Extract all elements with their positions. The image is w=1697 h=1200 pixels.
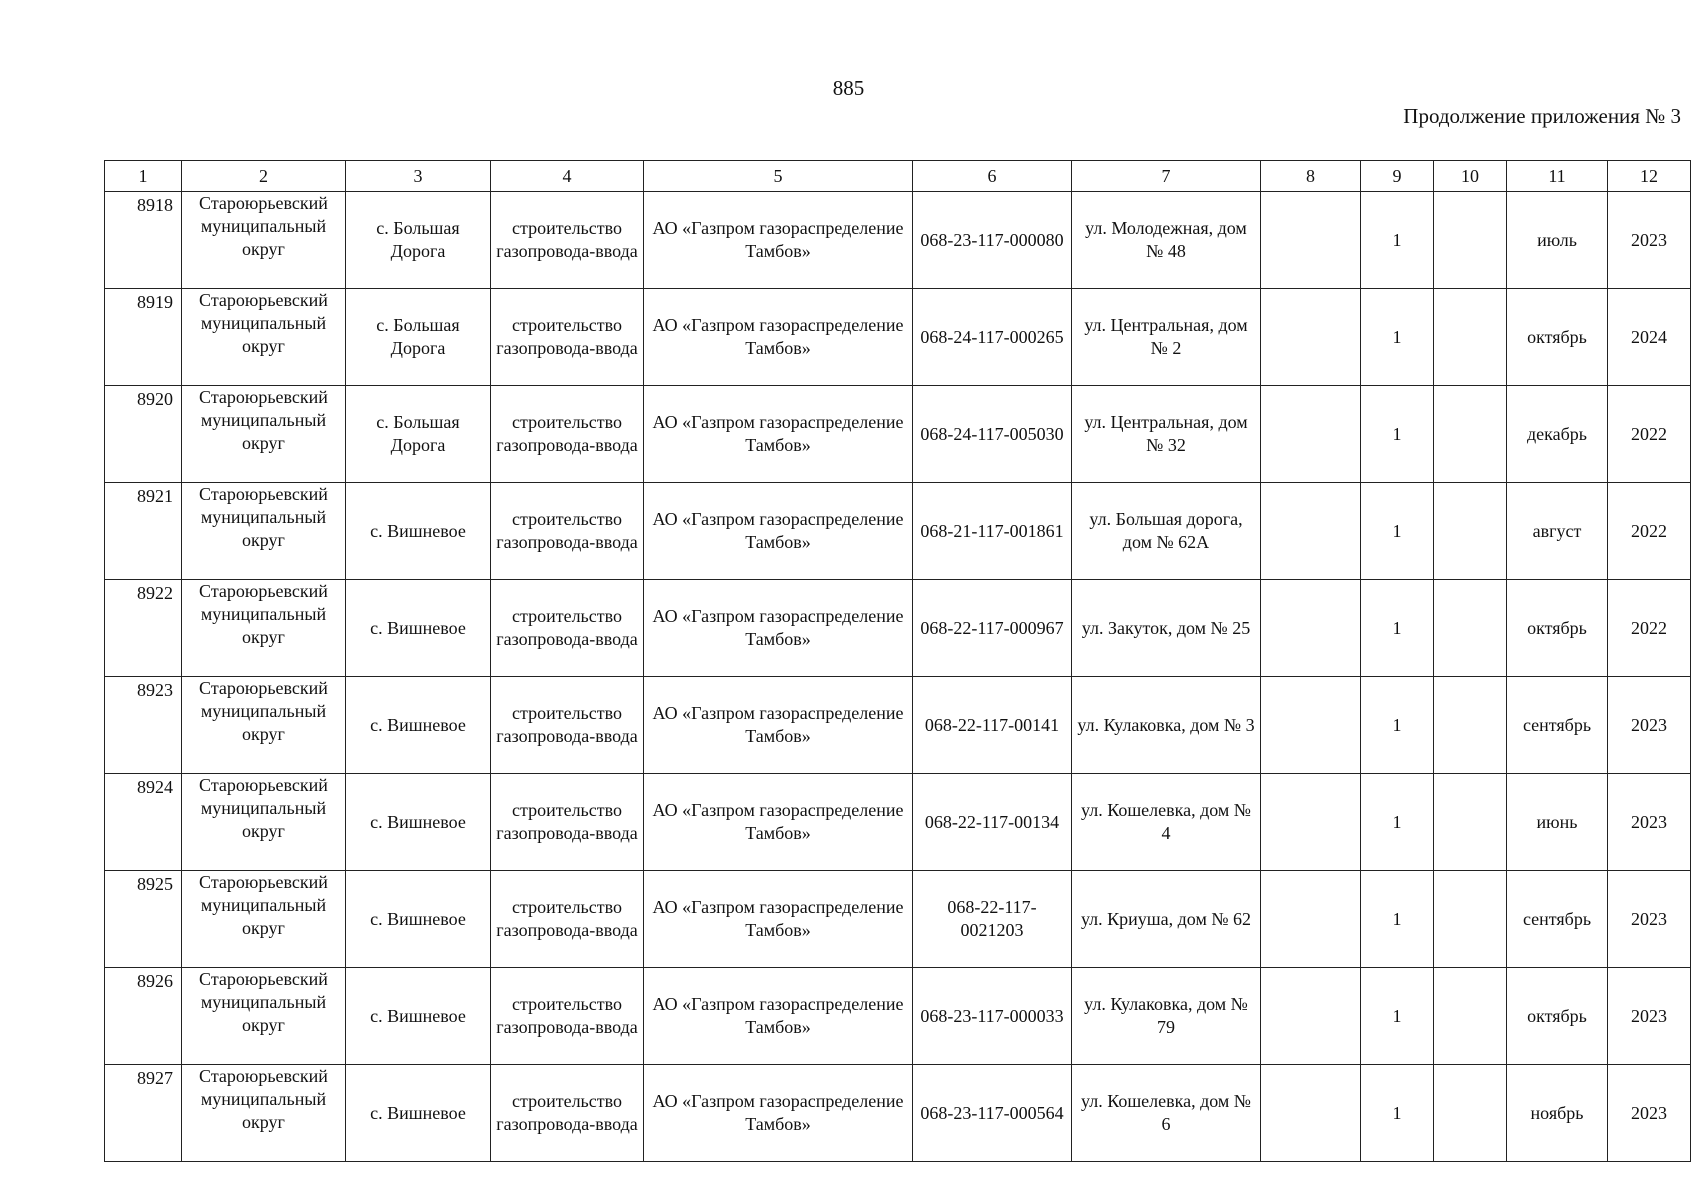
organization-cell: АО «Газпром газораспределение Тамбов» <box>644 871 913 968</box>
work-type-cell: строительство газопровода-ввода <box>491 871 644 968</box>
column-header: 11 <box>1507 161 1608 192</box>
year-cell: 2022 <box>1608 386 1691 483</box>
address-cell: ул. Молодежная, дом № 48 <box>1072 192 1261 289</box>
quantity-cell: 1 <box>1361 677 1434 774</box>
column-8-cell <box>1261 677 1361 774</box>
object-code-cell: 068-22-117-0021203 <box>913 871 1072 968</box>
organization-cell: АО «Газпром газораспределение Тамбов» <box>644 289 913 386</box>
work-type-cell: строительство газопровода-ввода <box>491 192 644 289</box>
address-cell: ул. Закуток, дом № 25 <box>1072 580 1261 677</box>
column-10-cell <box>1434 580 1507 677</box>
quantity-cell: 1 <box>1361 192 1434 289</box>
work-type-cell: строительство газопровода-ввода <box>491 677 644 774</box>
work-type-cell: строительство газопровода-ввода <box>491 483 644 580</box>
month-cell: октябрь <box>1507 580 1608 677</box>
organization-cell: АО «Газпром газораспределение Тамбов» <box>644 677 913 774</box>
settlement-cell: с. Вишневое <box>346 1065 491 1162</box>
row-number-cell: 8927 <box>105 1065 182 1162</box>
settlement-cell: с. Вишневое <box>346 968 491 1065</box>
object-code-cell: 068-24-117-000265 <box>913 289 1072 386</box>
work-type-cell: строительство газопровода-ввода <box>491 386 644 483</box>
column-10-cell <box>1434 774 1507 871</box>
row-number-cell: 8925 <box>105 871 182 968</box>
object-code-cell: 068-22-117-00141 <box>913 677 1072 774</box>
column-8-cell <box>1261 968 1361 1065</box>
column-header: 7 <box>1072 161 1261 192</box>
column-8-cell <box>1261 483 1361 580</box>
column-8-cell <box>1261 774 1361 871</box>
address-cell: ул. Центральная, дом № 32 <box>1072 386 1261 483</box>
district-cell: Староюрьевский муниципальный округ <box>182 871 346 968</box>
table-row <box>105 192 1691 289</box>
district-cell: Староюрьевский муниципальный округ <box>182 1065 346 1162</box>
address-cell: ул. Большая дорога, дом № 62А <box>1072 483 1261 580</box>
address-cell: ул. Криуша, дом № 62 <box>1072 871 1261 968</box>
work-type-cell: строительство газопровода-ввода <box>491 289 644 386</box>
table-row <box>105 1065 1691 1162</box>
column-header: 10 <box>1434 161 1507 192</box>
row-number-cell: 8924 <box>105 774 182 871</box>
column-8-cell <box>1261 192 1361 289</box>
address-cell: ул. Кошелевка, дом № 4 <box>1072 774 1261 871</box>
object-code-cell: 068-22-117-00134 <box>913 774 1072 871</box>
table-row <box>105 580 1691 677</box>
organization-cell: АО «Газпром газораспределение Тамбов» <box>644 774 913 871</box>
month-cell: сентябрь <box>1507 871 1608 968</box>
month-cell: октябрь <box>1507 289 1608 386</box>
month-cell: август <box>1507 483 1608 580</box>
table-row <box>105 289 1691 386</box>
register-table <box>104 160 1691 1162</box>
organization-cell: АО «Газпром газораспределение Тамбов» <box>644 192 913 289</box>
settlement-cell: с. Вишневое <box>346 774 491 871</box>
column-10-cell <box>1434 1065 1507 1162</box>
settlement-cell: с. Большая Дорога <box>346 192 491 289</box>
settlement-cell: с. Большая Дорога <box>346 386 491 483</box>
quantity-cell: 1 <box>1361 1065 1434 1162</box>
settlement-cell: с. Вишневое <box>346 677 491 774</box>
year-cell: 2023 <box>1608 192 1691 289</box>
settlement-cell: с. Вишневое <box>346 580 491 677</box>
table-row <box>105 677 1691 774</box>
column-10-cell <box>1434 871 1507 968</box>
column-8-cell <box>1261 1065 1361 1162</box>
table-row <box>105 483 1691 580</box>
settlement-cell: с. Вишневое <box>346 871 491 968</box>
quantity-cell: 1 <box>1361 968 1434 1065</box>
month-cell: декабрь <box>1507 386 1608 483</box>
column-8-cell <box>1261 580 1361 677</box>
row-number-cell: 8921 <box>105 483 182 580</box>
object-code-cell: 068-24-117-005030 <box>913 386 1072 483</box>
month-cell: ноябрь <box>1507 1065 1608 1162</box>
column-header: 5 <box>644 161 913 192</box>
district-cell: Староюрьевский муниципальный округ <box>182 386 346 483</box>
address-cell: ул. Кулаковка, дом № 3 <box>1072 677 1261 774</box>
work-type-cell: строительство газопровода-ввода <box>491 774 644 871</box>
settlement-cell: с. Вишневое <box>346 483 491 580</box>
year-cell: 2023 <box>1608 1065 1691 1162</box>
table-row <box>105 871 1691 968</box>
table-row <box>105 968 1691 1065</box>
column-10-cell <box>1434 192 1507 289</box>
object-code-cell: 068-21-117-001861 <box>913 483 1072 580</box>
quantity-cell: 1 <box>1361 774 1434 871</box>
column-10-cell <box>1434 968 1507 1065</box>
month-cell: октябрь <box>1507 968 1608 1065</box>
year-cell: 2024 <box>1608 289 1691 386</box>
organization-cell: АО «Газпром газораспределение Тамбов» <box>644 386 913 483</box>
quantity-cell: 1 <box>1361 483 1434 580</box>
district-cell: Староюрьевский муниципальный округ <box>182 483 346 580</box>
district-cell: Староюрьевский муниципальный округ <box>182 677 346 774</box>
address-cell: ул. Центральная, дом № 2 <box>1072 289 1261 386</box>
row-number-cell: 8926 <box>105 968 182 1065</box>
organization-cell: АО «Газпром газораспределение Тамбов» <box>644 580 913 677</box>
quantity-cell: 1 <box>1361 580 1434 677</box>
column-header: 8 <box>1261 161 1361 192</box>
work-type-cell: строительство газопровода-ввода <box>491 580 644 677</box>
row-number-cell: 8920 <box>105 386 182 483</box>
object-code-cell: 068-23-117-000564 <box>913 1065 1072 1162</box>
work-type-cell: строительство газопровода-ввода <box>491 968 644 1065</box>
organization-cell: АО «Газпром газораспределение Тамбов» <box>644 483 913 580</box>
object-code-cell: 068-23-117-000033 <box>913 968 1072 1065</box>
column-number-row <box>105 161 1691 192</box>
month-cell: июнь <box>1507 774 1608 871</box>
column-header: 12 <box>1608 161 1691 192</box>
year-cell: 2022 <box>1608 580 1691 677</box>
month-cell: сентябрь <box>1507 677 1608 774</box>
settlement-cell: с. Большая Дорога <box>346 289 491 386</box>
row-number-cell: 8918 <box>105 192 182 289</box>
column-8-cell <box>1261 871 1361 968</box>
row-number-cell: 8922 <box>105 580 182 677</box>
row-number-cell: 8923 <box>105 677 182 774</box>
quantity-cell: 1 <box>1361 871 1434 968</box>
column-8-cell <box>1261 386 1361 483</box>
district-cell: Староюрьевский муниципальный округ <box>182 192 346 289</box>
column-header: 4 <box>491 161 644 192</box>
year-cell: 2023 <box>1608 677 1691 774</box>
column-10-cell <box>1434 386 1507 483</box>
district-cell: Староюрьевский муниципальный округ <box>182 968 346 1065</box>
address-cell: ул. Кулаковка, дом № 79 <box>1072 968 1261 1065</box>
column-10-cell <box>1434 289 1507 386</box>
row-number-cell: 8919 <box>105 289 182 386</box>
object-code-cell: 068-22-117-000967 <box>913 580 1072 677</box>
table-row <box>105 386 1691 483</box>
column-header: 6 <box>913 161 1072 192</box>
column-header: 9 <box>1361 161 1434 192</box>
district-cell: Староюрьевский муниципальный округ <box>182 774 346 871</box>
column-header: 3 <box>346 161 491 192</box>
work-type-cell: строительство газопровода-ввода <box>491 1065 644 1162</box>
year-cell: 2023 <box>1608 968 1691 1065</box>
table-row <box>105 774 1691 871</box>
column-header: 2 <box>182 161 346 192</box>
quantity-cell: 1 <box>1361 289 1434 386</box>
month-cell: июль <box>1507 192 1608 289</box>
column-10-cell <box>1434 677 1507 774</box>
year-cell: 2023 <box>1608 774 1691 871</box>
appendix-continuation-note: Продолжение приложения № 3 <box>1403 104 1681 128</box>
quantity-cell: 1 <box>1361 386 1434 483</box>
district-cell: Староюрьевский муниципальный округ <box>182 289 346 386</box>
column-header: 1 <box>105 161 182 192</box>
page-number: 885 <box>832 76 865 100</box>
address-cell: ул. Кошелевка, дом № 6 <box>1072 1065 1261 1162</box>
organization-cell: АО «Газпром газораспределение Тамбов» <box>644 968 913 1065</box>
organization-cell: АО «Газпром газораспределение Тамбов» <box>644 1065 913 1162</box>
district-cell: Староюрьевский муниципальный округ <box>182 580 346 677</box>
year-cell: 2023 <box>1608 871 1691 968</box>
column-10-cell <box>1434 483 1507 580</box>
column-8-cell <box>1261 289 1361 386</box>
year-cell: 2022 <box>1608 483 1691 580</box>
object-code-cell: 068-23-117-000080 <box>913 192 1072 289</box>
